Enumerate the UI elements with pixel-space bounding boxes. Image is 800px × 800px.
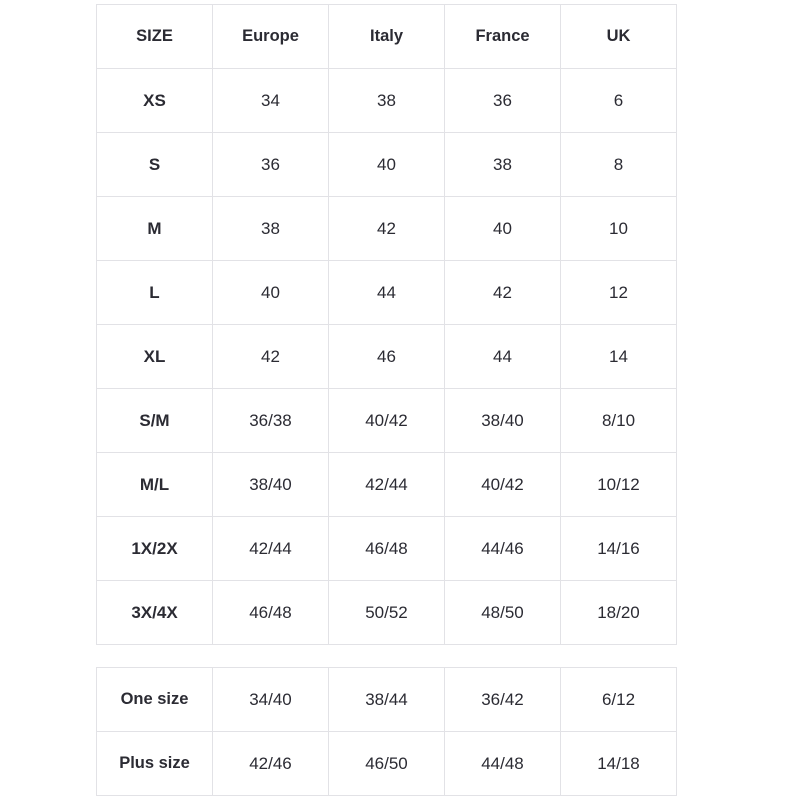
cell-france: 36 [445,69,561,133]
cell-italy: 46/48 [329,517,445,581]
column-header-france: France [445,5,561,69]
cell-uk: 8 [561,133,677,197]
cell-uk: 10 [561,197,677,261]
cell-italy: 40 [329,133,445,197]
cell-italy: 40/42 [329,389,445,453]
cell-uk: 14 [561,325,677,389]
cell-europe: 34/40 [213,668,329,732]
table-header-row [97,5,677,69]
table-row [97,453,677,517]
cell-europe: 42/44 [213,517,329,581]
row-label: M [97,197,213,261]
cell-france: 44/48 [445,732,561,796]
table-row [97,197,677,261]
cell-europe: 42 [213,325,329,389]
cell-italy: 50/52 [329,581,445,645]
cell-uk: 14/18 [561,732,677,796]
cell-france: 36/42 [445,668,561,732]
cell-france: 48/50 [445,581,561,645]
cell-uk: 12 [561,261,677,325]
cell-uk: 10/12 [561,453,677,517]
cell-italy: 44 [329,261,445,325]
one-size-conversion-table [96,667,677,796]
row-label: 1X/2X [97,517,213,581]
cell-italy: 42/44 [329,453,445,517]
size-conversion-table [96,4,677,645]
cell-europe: 40 [213,261,329,325]
column-header-italy: Italy [329,5,445,69]
cell-italy: 38/44 [329,668,445,732]
row-label: 3X/4X [97,581,213,645]
cell-uk: 6 [561,69,677,133]
row-label: M/L [97,453,213,517]
cell-europe: 42/46 [213,732,329,796]
cell-europe: 36 [213,133,329,197]
cell-uk: 14/16 [561,517,677,581]
table-row [97,517,677,581]
column-header-uk: UK [561,5,677,69]
cell-france: 38 [445,133,561,197]
row-label: XS [97,69,213,133]
cell-france: 44 [445,325,561,389]
cell-italy: 42 [329,197,445,261]
row-label: Plus size [97,732,213,796]
table-row [97,325,677,389]
cell-france: 40 [445,197,561,261]
table-row [97,261,677,325]
row-label: XL [97,325,213,389]
cell-france: 38/40 [445,389,561,453]
cell-europe: 46/48 [213,581,329,645]
cell-europe: 38/40 [213,453,329,517]
table-row [97,581,677,645]
table-row [97,668,677,732]
cell-france: 40/42 [445,453,561,517]
cell-uk: 6/12 [561,668,677,732]
row-label: L [97,261,213,325]
cell-uk: 8/10 [561,389,677,453]
column-header-europe: Europe [213,5,329,69]
cell-europe: 34 [213,69,329,133]
table-row [97,732,677,796]
cell-europe: 36/38 [213,389,329,453]
row-label: S/M [97,389,213,453]
table-row [97,133,677,197]
cell-italy: 38 [329,69,445,133]
row-label: One size [97,668,213,732]
cell-italy: 46/50 [329,732,445,796]
table-row [97,69,677,133]
column-header-size: SIZE [97,5,213,69]
row-label: S [97,133,213,197]
cell-france: 44/46 [445,517,561,581]
cell-france: 42 [445,261,561,325]
cell-uk: 18/20 [561,581,677,645]
cell-europe: 38 [213,197,329,261]
cell-italy: 46 [329,325,445,389]
table-row [97,389,677,453]
